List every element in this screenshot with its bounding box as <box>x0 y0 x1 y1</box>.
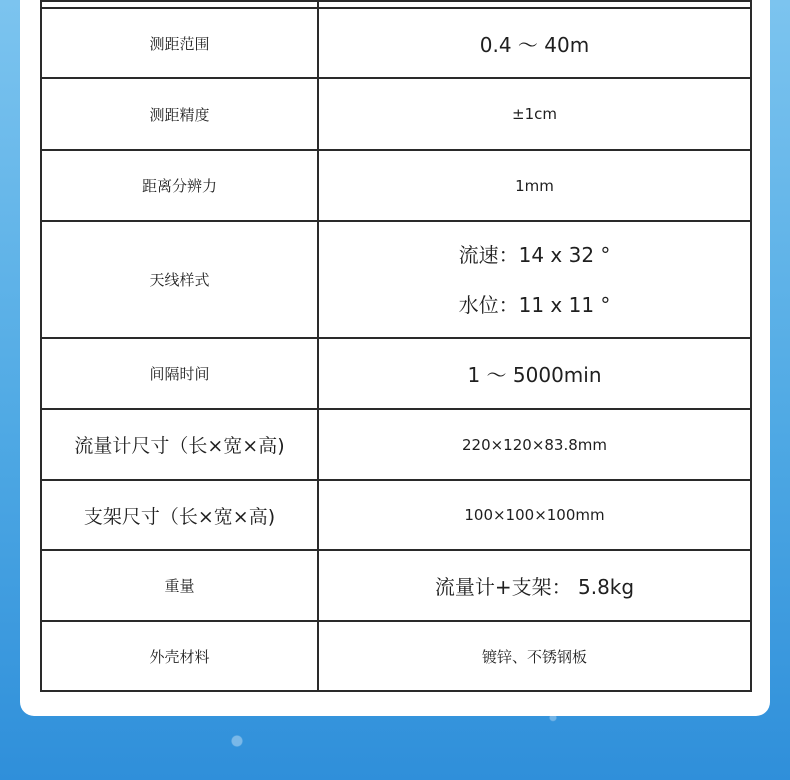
spec-label: 流量计尺寸（长×宽×高) <box>41 409 318 480</box>
spec-value: 镀锌、不锈钢板 <box>318 621 751 691</box>
spec-label: 重量 <box>41 550 318 621</box>
table-row <box>41 338 751 409</box>
table-row <box>41 221 751 338</box>
spec-value: 1 ～ 5000min <box>318 338 751 409</box>
spec-label: 天线样式 <box>41 221 318 338</box>
table-row <box>41 8 751 78</box>
spec-label <box>41 1 318 8</box>
spec-label: 距离分辨力 <box>41 150 318 221</box>
table-row <box>41 409 751 480</box>
spec-value: 0.4 ～ 40m <box>318 8 751 78</box>
spec-label: 外壳材料 <box>41 621 318 691</box>
spec-table <box>40 0 752 692</box>
spec-value: 1mm <box>318 150 751 221</box>
spec-label: 间隔时间 <box>41 338 318 409</box>
spec-value-line: 流速：14 x 32 ° <box>458 242 611 267</box>
table-row <box>41 480 751 550</box>
table-row <box>41 550 751 621</box>
table-row <box>41 78 751 150</box>
spec-value: ±1cm <box>318 78 751 150</box>
table-row <box>41 621 751 691</box>
table-row <box>41 150 751 221</box>
spec-label: 测距范围 <box>41 8 318 78</box>
spec-value-line: 水位：11 x 11 ° <box>458 292 611 317</box>
spec-value: 220×120×83.8mm <box>318 409 751 480</box>
spec-label: 测距精度 <box>41 78 318 150</box>
spec-value: 100×100×100mm <box>318 480 751 550</box>
spec-value <box>318 221 751 338</box>
spec-value: 流量计+支架： 5.8kg <box>318 550 751 621</box>
table-row <box>41 1 751 8</box>
spec-label: 支架尺寸（长×宽×高) <box>41 480 318 550</box>
spec-value <box>318 1 751 8</box>
